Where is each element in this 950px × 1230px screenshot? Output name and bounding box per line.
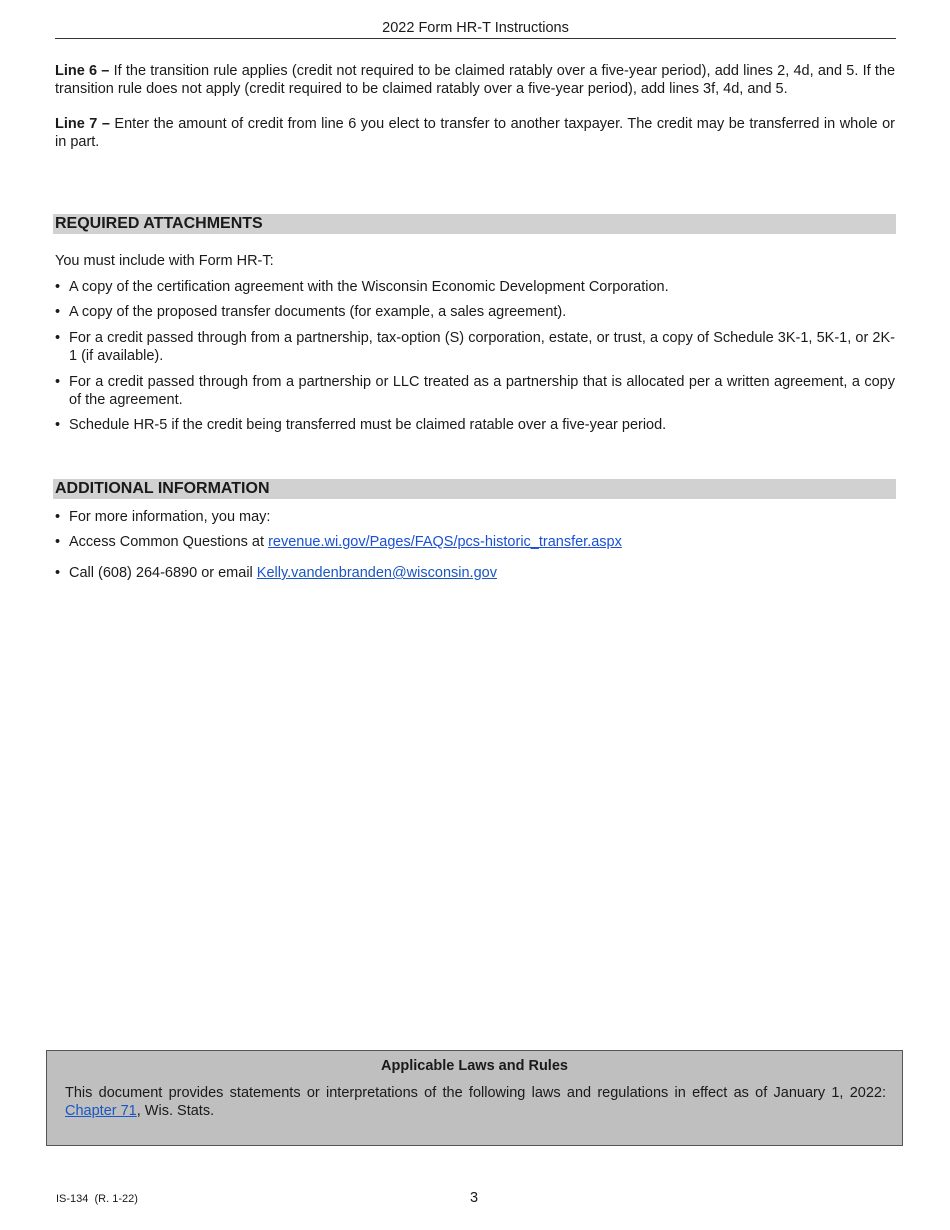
- access-questions-text: Access Common Questions at: [69, 534, 269, 550]
- form-id: IS-134 (R. 1-22): [56, 1193, 138, 1205]
- list-item-text: For more information, you may:: [69, 509, 271, 525]
- list-item-text: A copy of the proposed transfer documents (for example, a sales agreement).: [69, 304, 567, 320]
- applicable-laws-text: [65, 1084, 886, 1120]
- required-attachments-heading: REQUIRED ATTACHMENTS: [53, 214, 896, 234]
- list-item-text: Schedule HR-5 if the credit being transferred must be claimed ratable over a five-year period.: [69, 417, 667, 433]
- line-6-text: If the transition rule applies (credit not required to be claimed ratably over a five-year period), add lines 2, 4d, and 5. If the transition rule does not apply (credit required to be claimed ratably over a five-year period), add lines 3f, 4d, and 5.: [55, 63, 896, 97]
- bullet-icon: •: [55, 417, 61, 433]
- list-item: [55, 279, 895, 297]
- line-7-text: Enter the amount of credit from line 6 you elect to transfer to another taxpayer. The credit may be transferred in whole or in part.: [55, 116, 895, 150]
- bullet-icon: •: [55, 565, 61, 581]
- bullet-icon: •: [55, 304, 61, 320]
- laws-statement: This document provides statements or interpretations of the following laws and regulations in effect as of January 1, 2022:: [65, 1085, 886, 1101]
- list-item: [55, 374, 895, 409]
- applicable-laws-title: Applicable Laws and Rules: [381, 1058, 568, 1074]
- list-item-text: For a credit passed through from a partnership, tax-option (S) corporation, estate, or trust, a copy of Schedule 3K-1, 5K-1, or 2K-1 (if available).: [69, 330, 895, 364]
- bullet-icon: •: [55, 534, 61, 550]
- line-7-label: Line 7 –: [55, 116, 110, 132]
- page-number: 3: [470, 1190, 479, 1206]
- line-6-paragraph: [55, 62, 895, 98]
- bullet-icon: •: [55, 279, 61, 295]
- list-item-text: A copy of the certification agreement with the Wisconsin Economic Development Corporation.: [69, 279, 669, 295]
- chapter-71-link[interactable]: Chapter 71: [65, 1103, 137, 1119]
- bullet-icon: •: [55, 509, 61, 525]
- applicable-laws-box: [46, 1050, 903, 1146]
- email-link[interactable]: Kelly.vandenbranden@wisconsin.gov: [256, 565, 497, 581]
- list-item: [55, 330, 895, 365]
- list-item-text: For a credit passed through from a partnership or LLC treated as a partnership that is allocated per a written agreement, a copy of the agreement.: [69, 374, 895, 408]
- laws-suffix: , Wis. Stats.: [136, 1103, 215, 1119]
- line-6-label: Line 6 –: [55, 63, 110, 79]
- list-item: [55, 304, 895, 322]
- list-item: [55, 509, 895, 527]
- line-7-paragraph: [55, 115, 895, 151]
- contact-text: Call (608) 264-6890 or email: [69, 565, 257, 581]
- page-header-title: 2022 Form HR-T Instructions: [55, 20, 896, 39]
- bullet-icon: •: [55, 374, 61, 390]
- additional-information-heading: ADDITIONAL INFORMATION: [53, 479, 896, 499]
- list-item-text: [55, 565, 895, 583]
- list-item: [55, 534, 895, 552]
- list-item: [55, 565, 895, 583]
- required-intro: You must include with Form HR-T:: [55, 253, 274, 269]
- list-item-text: [55, 534, 895, 552]
- faq-link[interactable]: revenue.wi.gov/Pages/FAQS/pcs-historic_transfer.aspx: [268, 534, 622, 550]
- bullet-icon: •: [55, 330, 61, 346]
- list-item: [55, 417, 895, 435]
